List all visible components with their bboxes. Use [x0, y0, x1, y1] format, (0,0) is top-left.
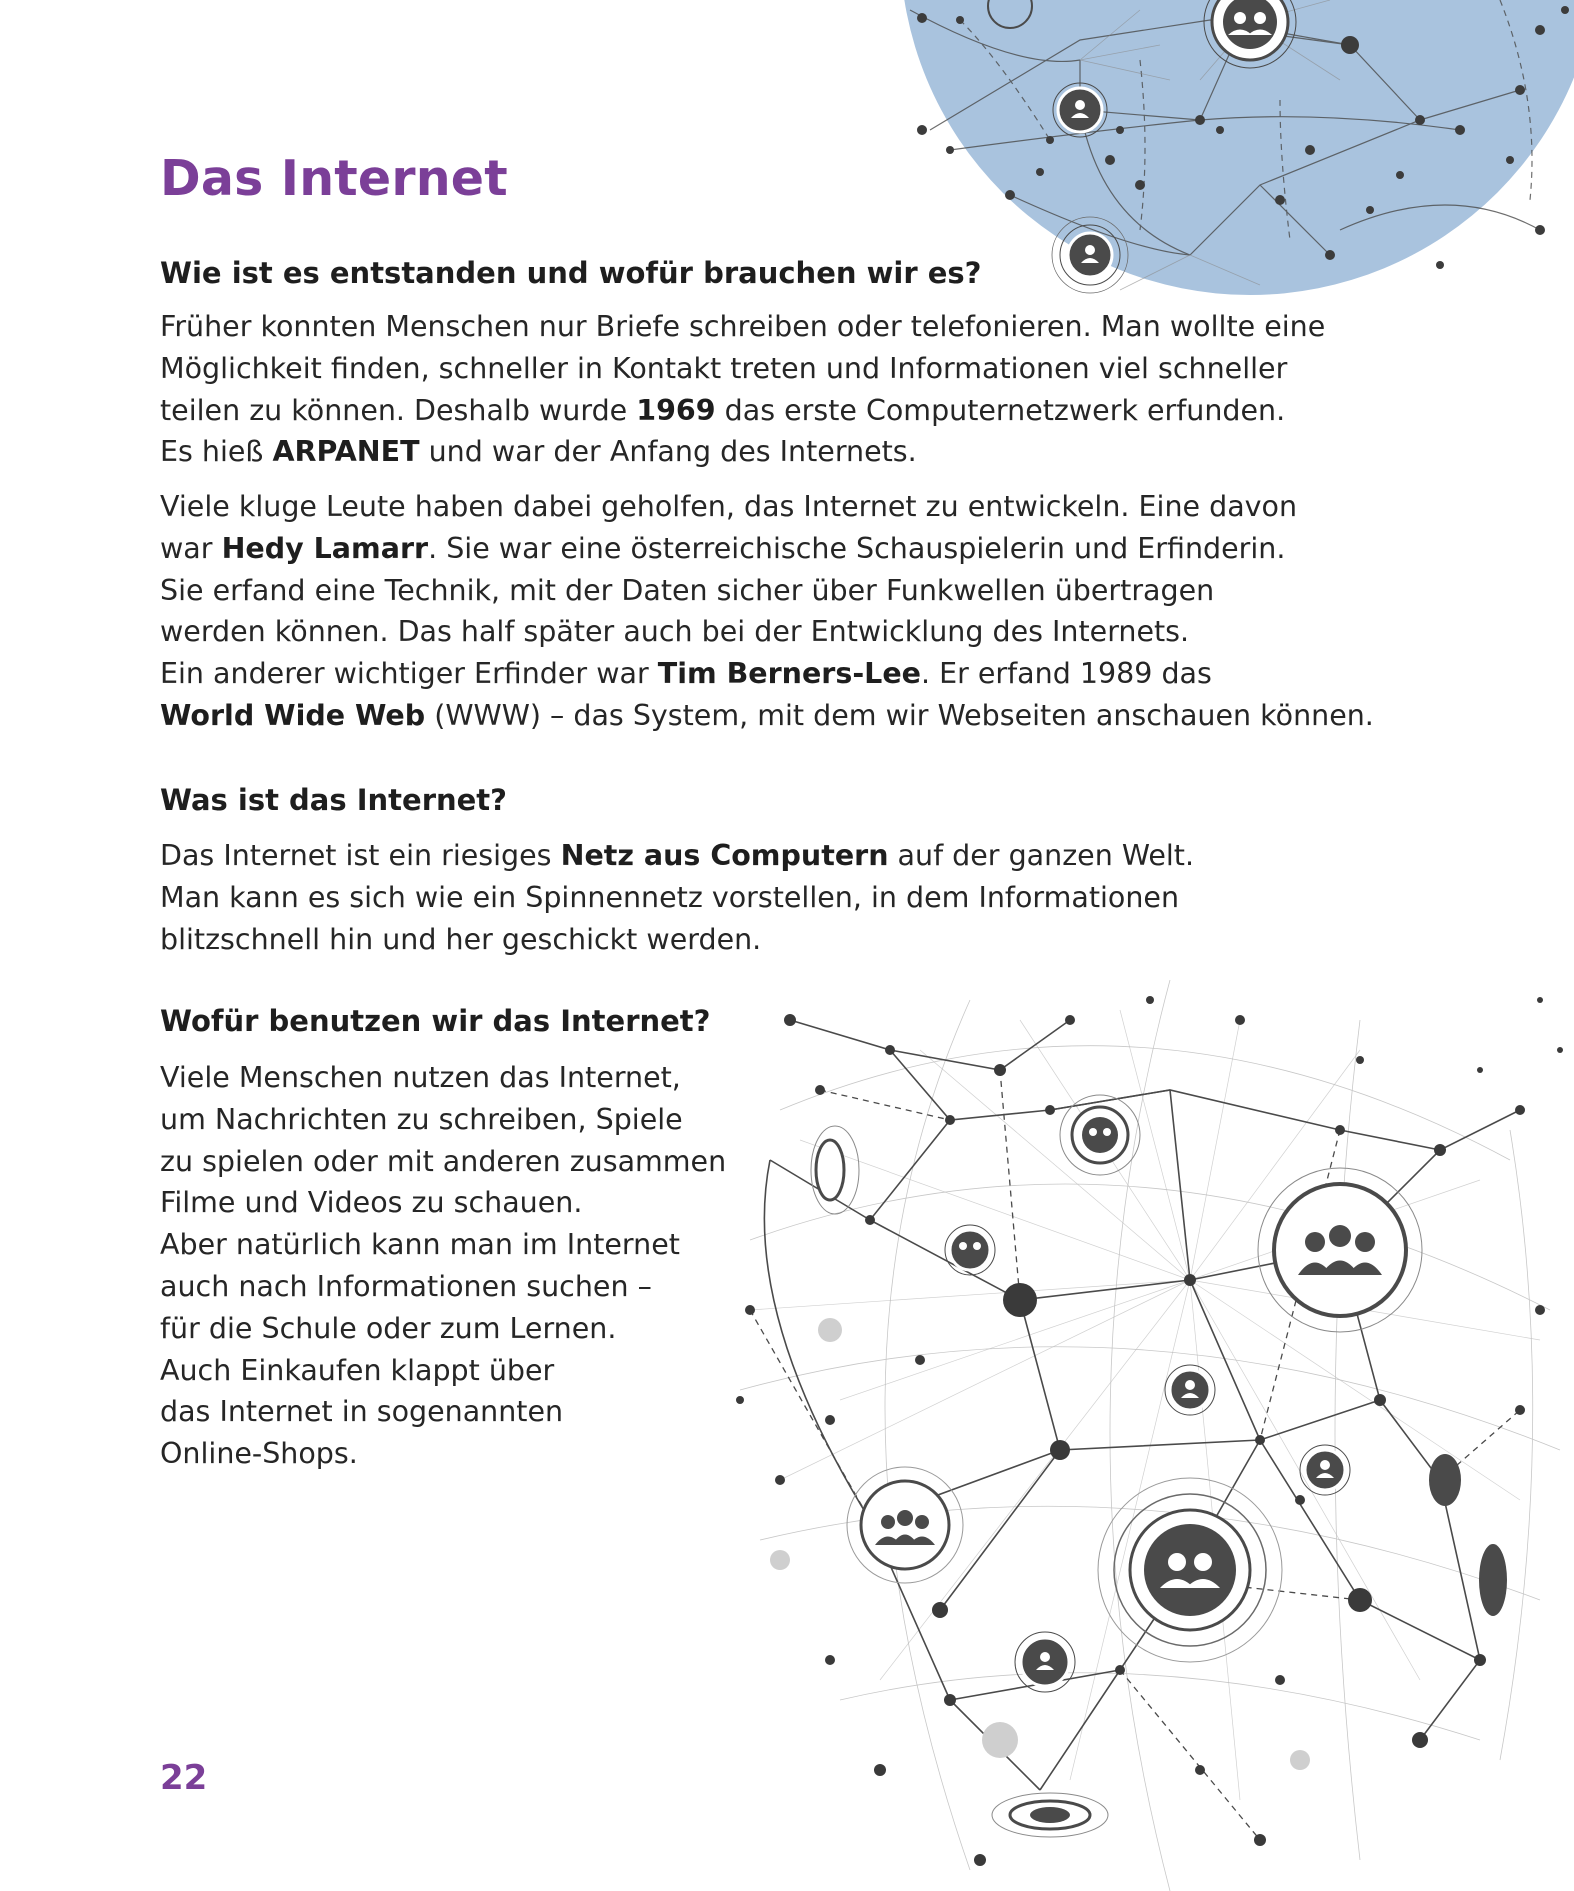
text-line: blitzschnell hin und her geschickt werden.: [160, 922, 762, 956]
text-line: [160, 835, 1194, 877]
paragraph-inventors: [160, 486, 1374, 737]
bold-netz-aus-computern: Netz aus Computern: [560, 839, 889, 872]
text-line: [160, 431, 1325, 473]
network-globe-top-illustration: [900, 0, 1574, 300]
page-title: Das Internet: [160, 150, 508, 207]
text-run: und war der Anfang des Internets.: [419, 435, 917, 469]
text-line: Sie erfand eine Technik, mit der Daten sicher über Funkwellen übertragen: [160, 573, 1215, 607]
text-line: [160, 528, 1374, 570]
text-line: [160, 653, 1374, 695]
text-run: das erste Computernetzwerk erfunden.: [715, 393, 1286, 427]
text-line: Man kann es sich wie ein Spinnennetz vorstellen, in dem Informationen: [160, 880, 1180, 914]
text-line: Möglichkeit finden, schneller in Kontakt treten und Informationen viel schneller: [160, 351, 1288, 385]
text-line: [160, 695, 1374, 737]
paragraph-uses: [160, 1057, 726, 1475]
section-heading-origin: Wie ist es entstanden und wofür brauchen wir es?: [160, 256, 982, 290]
text-line: Online-Shops.: [160, 1437, 358, 1471]
text-line: [160, 390, 1325, 432]
text-line: das Internet in sogenannten: [160, 1395, 564, 1429]
text-run: Es hieß: [160, 435, 273, 469]
text-line: Viele Menschen nutzen das Internet,: [160, 1061, 681, 1094]
section-heading-uses: Wofür benutzen wir das Internet?: [160, 1004, 711, 1038]
text-line: Auch Einkaufen klappt über: [160, 1353, 555, 1387]
bold-hedy-lamarr: Hedy Lamarr: [221, 531, 429, 565]
text-run: Ein anderer wichtiger Erfinder war: [160, 657, 658, 691]
network-globe-illustration: [720, 980, 1574, 1891]
text-line: Filme und Videos zu schauen.: [160, 1186, 583, 1220]
paragraph-definition: [160, 835, 1194, 960]
text-line: Viele kluge Leute haben dabei geholfen, das Internet zu entwickeln. Eine davon: [160, 490, 1298, 523]
text-line: werden können. Das half später auch bei der Entwicklung des Internets.: [160, 615, 1190, 649]
text-run: teilen zu können. Deshalb wurde: [160, 393, 637, 427]
section-heading-what: Was ist das Internet?: [160, 783, 507, 817]
text-run: war: [160, 531, 222, 565]
text-line: auch nach Informationen suchen –: [160, 1269, 652, 1303]
text-line: zu spielen oder mit anderen zusammen: [160, 1144, 727, 1178]
paragraph-history: [160, 306, 1325, 473]
text-line: Früher konnten Menschen nur Briefe schreiben oder telefonieren. Man wollte eine: [160, 310, 1326, 343]
bold-world-wide-web: World Wide Web: [160, 698, 426, 732]
bold-tim-berners-lee: Tim Berners-Lee: [657, 657, 921, 691]
bold-arpanet: ARPANET: [272, 435, 420, 469]
page-number: 22: [160, 1758, 208, 1798]
text-run: . Er erfand 1989 das: [920, 657, 1212, 691]
text-line: um Nachrichten zu schreiben, Spiele: [160, 1102, 683, 1136]
text-run: . Sie war eine österreichische Schauspielerin und Erfinderin.: [428, 531, 1286, 565]
bold-year: 1969: [636, 393, 716, 427]
text-line: für die Schule oder zum Lernen.: [160, 1311, 617, 1345]
text-line: Aber natürlich kann man im Internet: [160, 1228, 680, 1262]
text-run: (WWW) – das System, mit dem wir Webseiten anschauen können.: [425, 698, 1374, 732]
text-run: auf der ganzen Welt.: [888, 839, 1195, 872]
text-run: Das Internet ist ein riesiges: [160, 839, 561, 872]
